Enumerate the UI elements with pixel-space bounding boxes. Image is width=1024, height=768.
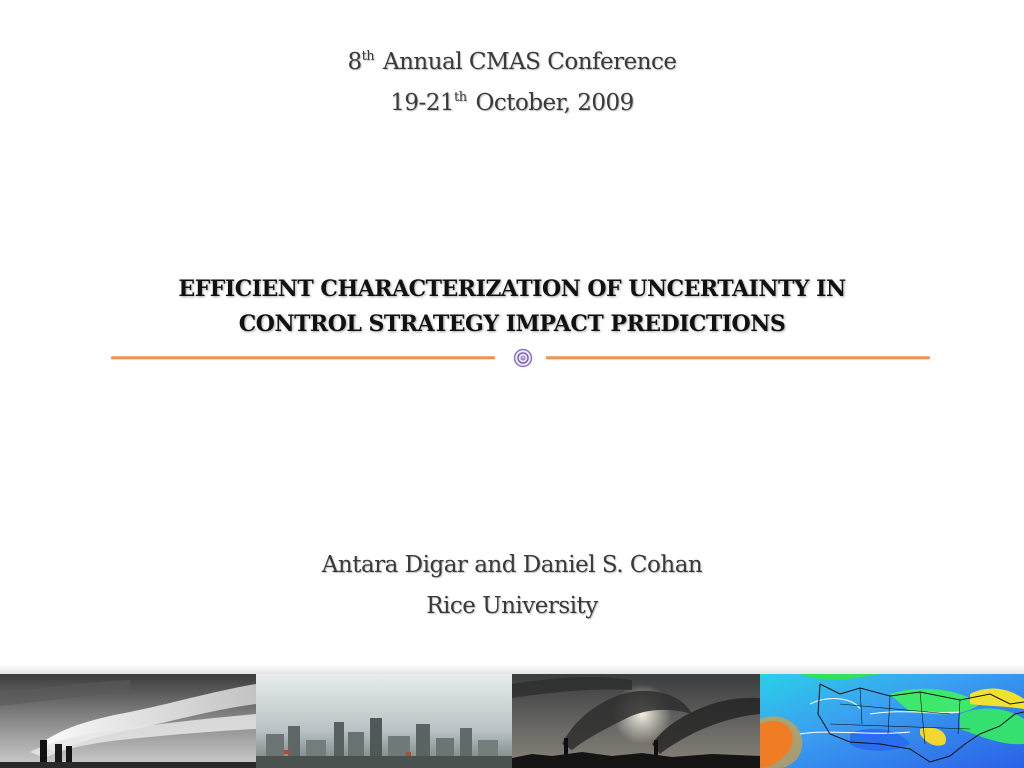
- conference-title: Annual CMAS Conference: [376, 49, 677, 75]
- title-line-1: EFFICIENT CHARACTERIZATION OF UNCERTAINTY IN: [178, 276, 846, 302]
- conference-edition-suffix: th: [361, 49, 375, 64]
- circle-ornament-icon: [513, 348, 533, 368]
- conference-date-suffix: th: [454, 90, 467, 105]
- title-divider-left: [111, 356, 495, 359]
- author-names: Antara Digar and Daniel S. Cohan: [321, 552, 703, 578]
- conference-dates: [0, 90, 1024, 116]
- hazy-city-photo: [256, 674, 512, 768]
- title-divider-right: [546, 356, 930, 359]
- industrial-smoke-photo: [512, 674, 760, 768]
- author-affiliation: Rice University: [426, 593, 598, 619]
- conference-name: [0, 49, 1024, 75]
- photo-strip: [0, 674, 1024, 768]
- conference-month-year: October, 2009: [468, 90, 634, 116]
- presentation-title: [100, 272, 924, 342]
- title-line-2: CONTROL STRATEGY IMPACT PREDICTIONS: [238, 311, 786, 337]
- weather-map-photo: [760, 674, 1024, 768]
- smokestack-photo: [0, 674, 256, 768]
- conference-edition-number: 8: [347, 49, 362, 75]
- conference-date-range: 19-21: [390, 90, 455, 116]
